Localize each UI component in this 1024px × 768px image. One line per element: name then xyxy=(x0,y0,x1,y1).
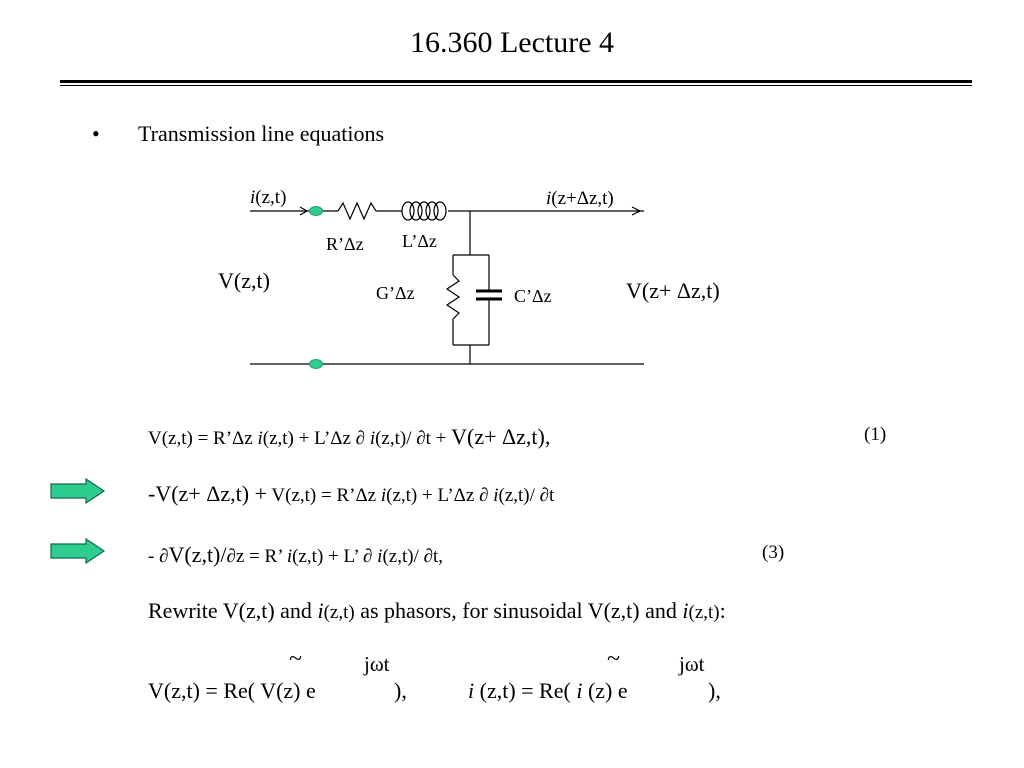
slide-title: 16.360 Lecture 4 xyxy=(409,26,615,59)
capacitance-label: C’Δz xyxy=(514,286,552,306)
resistor-label: R’Δz xyxy=(326,234,364,254)
equation-1-number: (1) xyxy=(864,424,887,445)
series-inductor xyxy=(402,202,446,220)
equation-3-number: (3) xyxy=(762,542,785,563)
bullet-text: Transmission line equations xyxy=(138,121,385,146)
shunt-conductance xyxy=(447,275,459,319)
phasor-v-close: ), xyxy=(394,678,407,703)
phasor-i-expression: i (z,t) = Re( i (z) e xyxy=(468,678,628,703)
right-arrow-icon xyxy=(50,478,106,504)
phasor-v-exponent: jωt xyxy=(364,652,390,676)
voltage-left-label: V(z,t) xyxy=(218,268,270,293)
phasor-v-expression: V(z,t) = Re( V(z) e xyxy=(148,678,316,703)
title-rule-top xyxy=(60,80,972,83)
phasor-sentence: Rewrite V(z,t) and i(z,t) as phasors, for sinusoidal V(z,t) and i(z,t): xyxy=(148,598,726,623)
conductance-label: G’Δz xyxy=(376,283,415,303)
current-in-label: i(z,t) xyxy=(250,187,287,208)
phasor-i-exponent: jωt xyxy=(679,652,705,676)
series-resistor xyxy=(338,203,376,219)
transmission-line-circuit xyxy=(218,178,760,378)
terminal-node-icon xyxy=(310,207,323,216)
phasor-i-close: ), xyxy=(708,678,721,703)
phasor-i-tilde: ~ xyxy=(607,646,620,672)
inductor-label: L’Δz xyxy=(402,231,437,251)
voltage-right-label: V(z+ Δz,t) xyxy=(626,278,720,303)
equation-1: V(z,t) = R’Δz i(z,t) + L’Δz ∂ i(z,t)/ ∂t + V(z+ Δz,t), xyxy=(148,424,551,449)
current-out-label: i(z+Δz,t) xyxy=(546,188,614,209)
equation-2: -V(z+ Δz,t) + V(z,t) = R’Δz i(z,t) + L’Δz ∂ i(z,t)/ ∂t xyxy=(148,481,555,506)
right-arrow-icon xyxy=(50,538,106,564)
bullet-symbol: • xyxy=(92,121,100,146)
terminal-node-icon xyxy=(310,360,323,369)
equation-3: - ∂V(z,t)/∂z = R’ i(z,t) + L’ ∂ i(z,t)/ ∂t, xyxy=(148,542,444,567)
title-rule-bottom xyxy=(60,85,972,86)
phasor-v-tilde: ~ xyxy=(289,646,302,672)
